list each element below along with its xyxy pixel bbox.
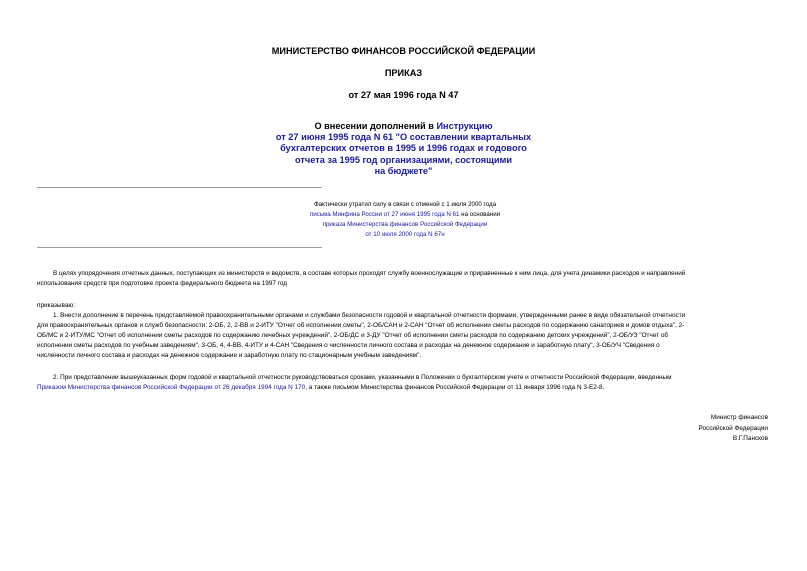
preamble-line-2: использования средств при подготовке проекта федерального бюджета на 1997 год <box>37 280 288 288</box>
top-divider <box>37 187 322 188</box>
note-line-2-suffix: на основании <box>459 210 501 218</box>
item-2-line-2 <box>37 383 782 393</box>
ministry-heading: МИНИСТЕРСТВО ФИНАНСОВ РОССИЙСКОЙ ФЕДЕРАЦИИ <box>271 46 536 56</box>
order-word <box>37 301 782 311</box>
note-line-2 <box>200 210 610 220</box>
preamble-line-1: В целях упорядочения отчетных данных, поступающих из министерств и ведомств, в составе которых проходят службу военнослужащие и приравненные к ним лица, для учета динамики расходов и направлений <box>53 270 686 277</box>
instruction-link[interactable]: Инструкцию <box>436 121 493 131</box>
item-1-line-1: 1. Внести дополнение в перечень представляемой правоохранительными органами и службами безопасности годовой и квартальной отчетности формами, утвержденными ранее в виде обязательной отчетности <box>53 312 686 319</box>
item-1-line-2: для правоохранительных органов и служб безопасности: 2-ОБ, 2, 2-ВВ и 2-ИТУ "Отчет об исполнении сметы", 2-ОБ/САН и 2-САН "Отчет об исполнении сметы расходов по содержанию санаториев и домов отдыха", 2- <box>37 322 685 330</box>
document-title <box>0 121 807 177</box>
preamble-paragraph <box>37 269 782 289</box>
title-line-2[interactable]: от 27 июня 1995 года N 61 "О составлении квартальных <box>275 132 532 143</box>
note-line-3 <box>200 220 610 230</box>
title-line-1-prefix: О внесении дополнений в <box>314 121 437 131</box>
status-note <box>200 200 610 240</box>
minfin-order-date-link[interactable]: от 10 июля 2000 года N 67н <box>365 230 445 238</box>
item-2-line-1: 2. При представлении вышеуказанных форм годовой и квартальной отчетности руководствоваться сроками, указанными в Положении о бухгалтерском учете и отчетности Российской Федерации, введенным <box>53 374 672 381</box>
note-line-1: Фактически утратил силу в связи с отменой с 1 июля 2000 года <box>313 201 497 208</box>
minfin-letter-link[interactable]: письма Минфина России от 27 июня 1995 года N 61 <box>309 210 460 218</box>
item-1-line-4: исполнении сметы расходов по учебным заведениям", 3-ОБ, 4, 4-ВВ, 4-ИТУ и 4-САН "Сведения о численности личного состава и расходах на денежное содержание и заработную плату", 3-ОБ/УЧ "Сведения о <box>37 342 660 350</box>
order-word-text: приказываю: <box>37 302 75 309</box>
bottom-divider <box>37 247 322 248</box>
signature-title: Министр финансов <box>710 414 768 421</box>
item-1-line-3: ОБ/МС и 2-ИТУ/МС "Отчет об исполнении сметы расходов по содержанию лечебных учреждений", 2-ОБ/ДС и 3-ДУ "Отчет об исполнении сметы расходов по содержанию детских учреждений", 2-ОБ/УЗ "Отчет об <box>37 332 669 340</box>
title-line-3[interactable]: бухгалтерских отчетов в 1995 и 1996 годах и годового <box>280 143 527 154</box>
order-170-link[interactable]: Приказом Министерства финансов Российской Федерации от 26 декабря 1994 года N 170 <box>37 384 306 392</box>
title-line-4[interactable]: отчета за 1995 год организациями, состоящими <box>295 154 512 165</box>
title-line-5[interactable]: на бюджете" <box>374 165 433 176</box>
signature-block <box>600 413 768 445</box>
item-1-line-5: численности личного состава и расходах на денежное содержание и заработную плату по стационарным учебным заведениям". <box>37 352 422 360</box>
note-line-4 <box>200 230 610 240</box>
signature-name: В.Г.Пансков <box>732 435 768 443</box>
title-line-1 <box>0 121 807 132</box>
item-1-paragraph <box>37 311 782 361</box>
doc-type-heading: ПРИКАЗ <box>384 68 423 78</box>
date-number-heading: от 27 мая 1996 года N 47 <box>348 90 459 100</box>
item-2-line-2-suffix: , а также письмом Министерства финансов Российской Федерации от 11 января 1996 года N 3-Е2-8. <box>305 384 605 392</box>
item-2-paragraph <box>37 373 782 393</box>
signature-org: Российской Федерации <box>698 424 768 432</box>
minfin-order-link[interactable]: приказа Министерства финансов Российской Федерации <box>322 220 488 228</box>
